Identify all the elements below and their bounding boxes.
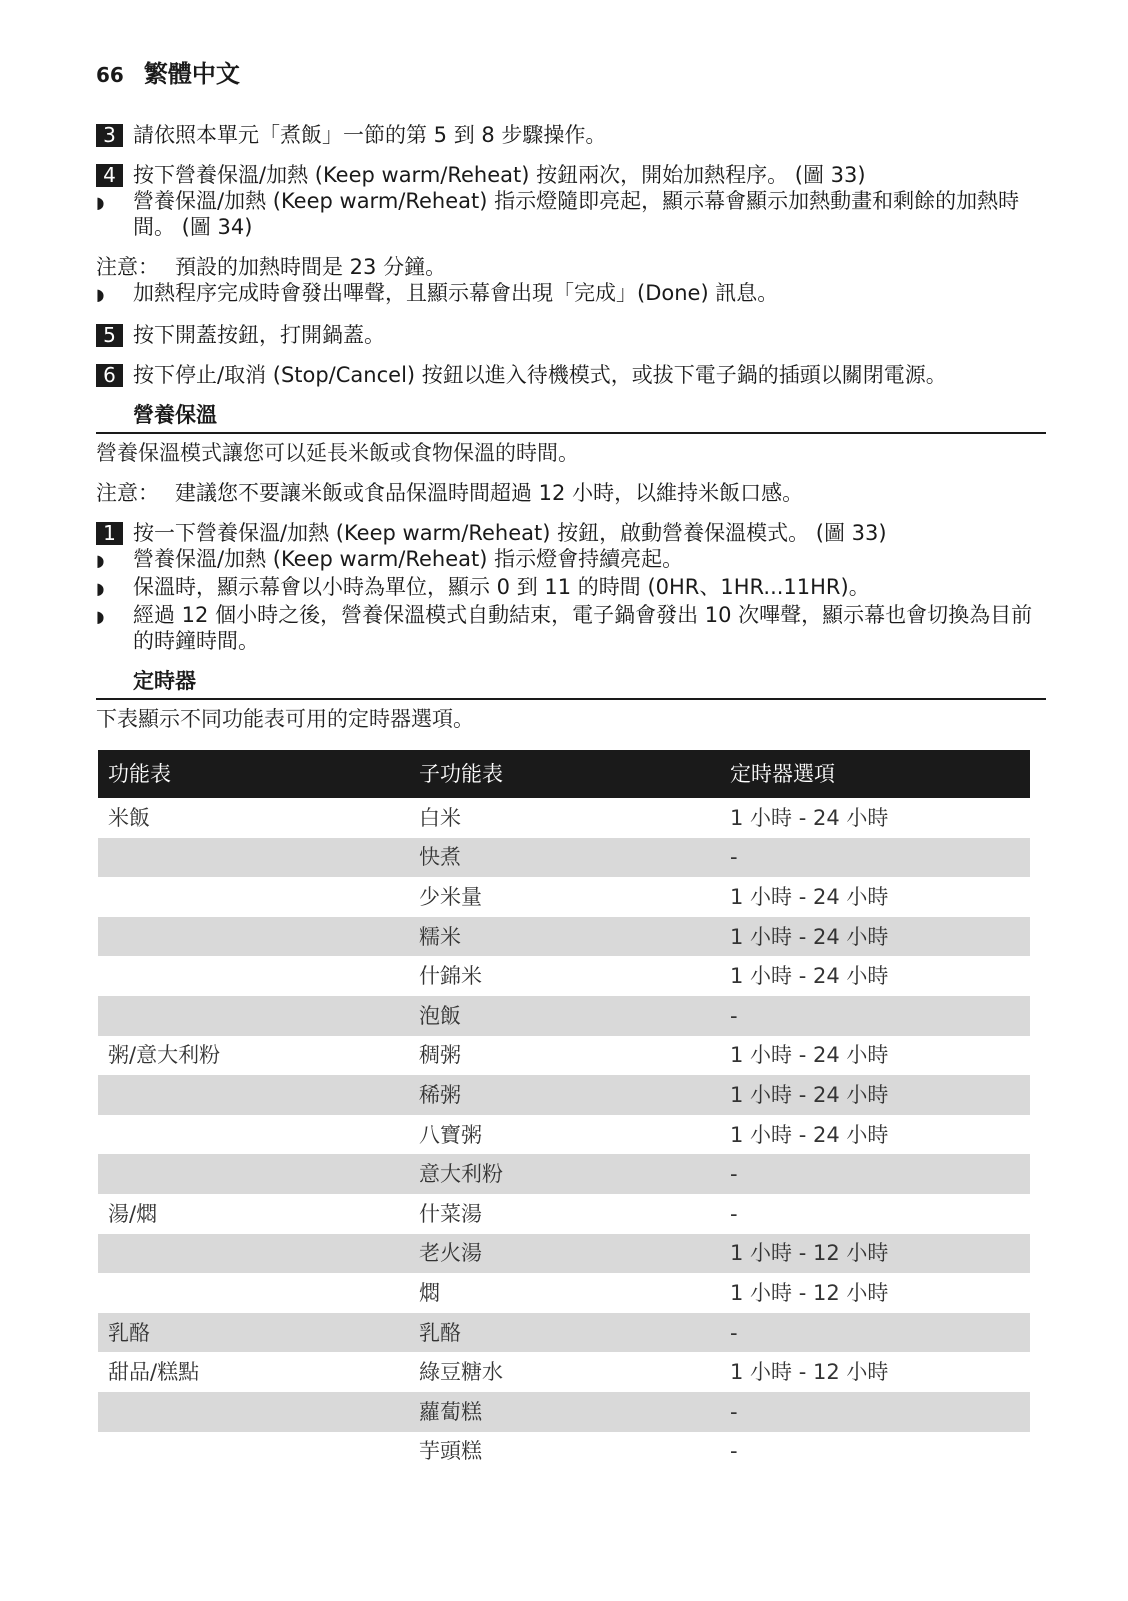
table-cell: - [720, 1154, 1030, 1194]
bullet-text: 營養保溫/加熱 (Keep warm/Reheat) 指示燈隨即亮起，顯示幕會顯示加熱動畫和剩餘的加熱時間。 (圖 34) [133, 189, 1020, 239]
table-cell: 燜 [419, 1280, 440, 1305]
table-cell: 八寶粥 [419, 1122, 482, 1147]
table-row [98, 1075, 1030, 1115]
table-cell: - [730, 1201, 738, 1226]
table-row [98, 1273, 1030, 1313]
table-cell: 乳酪 [409, 1313, 720, 1353]
table-cell: 什錦米 [419, 964, 482, 989]
section-divider [96, 432, 1046, 434]
table-cell: 快煮 [409, 838, 720, 878]
table-cell: - [720, 838, 1030, 878]
table-cell: 1 小時 - 24 小時 [730, 1122, 889, 1147]
table-cell: 1 小時 - 24 小時 [720, 1075, 1030, 1115]
table-cell: 稠粥 [419, 1043, 461, 1068]
table-cell: 1 小時 - 12 小時 [730, 1280, 889, 1305]
table-cell: 1 小時 - 12 小時 [720, 1234, 1030, 1274]
note-bullet [96, 280, 1046, 308]
keep-warm-step-1 [96, 520, 1046, 546]
table-row [98, 1352, 1030, 1392]
bullet-icon: ◗ [96, 607, 105, 626]
table-cell: 泡飯 [409, 996, 720, 1036]
table-cell: 乳酪 [98, 1313, 409, 1353]
step-text: 按下營養保溫/加熱 (Keep warm/Reheat) 按鈕兩次，開始加熱程序。 (圖 33) [133, 163, 866, 187]
table-row [98, 1036, 1030, 1076]
step-text: 按下開蓋按鈕，打開鍋蓋。 [133, 323, 385, 347]
table-row [98, 877, 1030, 917]
note-text: 預設的加熱時間是 23 分鐘。 [175, 255, 447, 279]
bullet-text: 保溫時，顯示幕會以小時為單位，顯示 0 到 11 的時間 (0HR、1HR...11HR)。 [133, 575, 870, 599]
bullet-icon: ◗ [96, 551, 105, 570]
table-cell: 湯/燜 [108, 1201, 158, 1226]
table-cell [98, 917, 409, 957]
note-keep-warm [96, 480, 1046, 506]
table-cell: 1 小時 - 24 小時 [730, 1043, 889, 1068]
table-cell: 什菜湯 [419, 1201, 482, 1226]
step-number: 6 [96, 364, 123, 387]
table-cell: 綠豆糖水 [419, 1360, 503, 1385]
table-cell [98, 838, 409, 878]
bullet-icon: ◗ [96, 193, 105, 212]
bullet-icon: ◗ [96, 285, 105, 304]
step-3 [96, 122, 1046, 148]
bullet-text: 加熱程序完成時會發出嗶聲，且顯示幕會出現「完成」(Done) 訊息。 [133, 281, 779, 305]
table-cell: 白米 [419, 805, 461, 830]
keep-warm-bullet [96, 602, 1046, 654]
table-cell [98, 1234, 409, 1274]
table-cell [98, 996, 409, 1036]
table-row [98, 996, 1030, 1036]
timer-table [98, 750, 1030, 1471]
table-cell: 甜品/糕點 [108, 1360, 200, 1385]
table-cell [98, 956, 409, 996]
step-text: 按一下營養保溫/加熱 (Keep warm/Reheat) 按鈕，啟動營養保溫模式。 (圖 33) [133, 521, 887, 545]
step-text: 請依照本單元「煮飯」一節的第 5 到 8 步驟操作。 [133, 123, 607, 147]
table-cell: 米飯 [108, 805, 150, 830]
table-cell: 稀粥 [409, 1075, 720, 1115]
note-default-time [96, 254, 1046, 280]
table-cell: 糯米 [409, 917, 720, 957]
table-cell [98, 1432, 409, 1472]
table-header-row [98, 750, 1030, 798]
table-row [98, 917, 1030, 957]
page-number: 66 [96, 63, 124, 87]
section-title-keep-warm: 營養保溫 [133, 403, 217, 427]
table-cell: 1 小時 - 12 小時 [730, 1360, 889, 1385]
note-text: 建議您不要讓米飯或食品保溫時間超過 12 小時，以維持米飯口感。 [175, 481, 804, 505]
bullet-icon: ◗ [96, 579, 105, 598]
table-cell: 1 小時 - 24 小時 [720, 917, 1030, 957]
column-header-timer-options: 定時器選項 [720, 750, 1030, 798]
language-label: 繁體中文 [143, 60, 240, 88]
table-cell [98, 1273, 409, 1313]
table-cell [98, 877, 409, 917]
keep-warm-bullet [96, 574, 1046, 602]
note-label: 注意： [96, 255, 159, 279]
note-label: 注意： [96, 481, 159, 505]
step-number: 3 [96, 124, 123, 147]
table-row [98, 1313, 1030, 1353]
table-cell: 意大利粉 [409, 1154, 720, 1194]
keep-warm-intro: 營養保溫模式讓您可以延長米飯或食物保溫的時間。 [96, 441, 579, 465]
table-row [98, 1234, 1030, 1274]
section-title-timer: 定時器 [133, 669, 196, 693]
table-cell: - [720, 996, 1030, 1036]
column-header-submenu: 子功能表 [409, 750, 720, 798]
table-cell: 1 小時 - 24 小時 [730, 805, 889, 830]
table-cell: 1 小時 - 24 小時 [730, 964, 889, 989]
table-cell: 少米量 [419, 884, 482, 909]
step-5 [96, 322, 1046, 348]
table-row [98, 1115, 1030, 1155]
table-cell [98, 1154, 409, 1194]
step-text: 按下停止/取消 (Stop/Cancel) 按鈕以進入待機模式，或拔下電子鍋的插頭以關閉電源。 [133, 363, 947, 387]
table-cell: - [720, 1313, 1030, 1353]
table-cell: - [720, 1392, 1030, 1432]
table-row [98, 1432, 1030, 1472]
table-cell [98, 1075, 409, 1115]
table-cell: 1 小時 - 24 小時 [730, 884, 889, 909]
step-number: 1 [96, 522, 123, 545]
bullet-text: 營養保溫/加熱 (Keep warm/Reheat) 指示燈會持續亮起。 [133, 547, 684, 571]
step-number: 5 [96, 324, 123, 347]
table-row [98, 838, 1030, 878]
table-cell: 芋頭糕 [419, 1439, 482, 1464]
section-divider [96, 698, 1046, 700]
table-row [98, 1392, 1030, 1432]
table-cell [98, 1392, 409, 1432]
table-cell: 蘿蔔糕 [409, 1392, 720, 1432]
table-row [98, 1194, 1030, 1234]
column-header-menu: 功能表 [98, 750, 409, 798]
table-row [98, 956, 1030, 996]
step-4-bullet [96, 188, 1046, 240]
table-cell: 老火湯 [409, 1234, 720, 1274]
page-header [96, 54, 240, 89]
table-row [98, 1154, 1030, 1194]
page-content [96, 122, 1046, 1471]
keep-warm-bullet [96, 546, 1046, 574]
step-number: 4 [96, 164, 123, 187]
step-6 [96, 362, 1046, 388]
table-cell: 粥/意大利粉 [108, 1043, 221, 1068]
timer-intro: 下表顯示不同功能表可用的定時器選項。 [96, 707, 474, 731]
table-row [98, 798, 1030, 838]
table-cell [98, 1115, 409, 1155]
bullet-text: 經過 12 個小時之後，營養保溫模式自動結束，電子鍋會發出 10 次嗶聲，顯示幕也會切換為目前的時鐘時間。 [133, 603, 1033, 653]
table-cell: - [730, 1439, 738, 1464]
step-4 [96, 162, 1046, 188]
